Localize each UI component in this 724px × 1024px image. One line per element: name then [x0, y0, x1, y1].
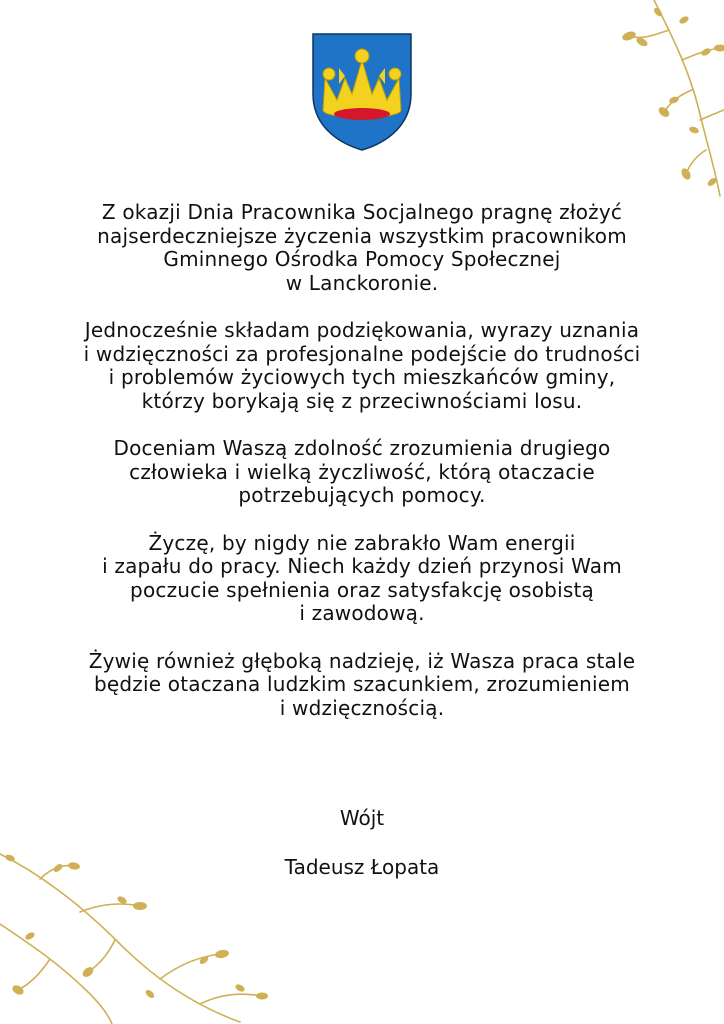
- letter-paragraph: [20, 532, 704, 626]
- letter-line: Z okazji Dnia Pracownika Socjalnego pragnę złożyć: [101, 200, 623, 224]
- letter-line: poczucie spełnienia oraz satysfakcję osobistą: [130, 577, 594, 602]
- letter-line: Życzę, by nigdy nie zabrakło Wam energii: [148, 530, 576, 555]
- letter-line: którzy borykają się z przeciwnościami losu.: [141, 388, 583, 413]
- letter-line: Gminnego Ośrodka Pomocy Społecznej: [163, 247, 561, 271]
- letter-line: w Lanckoronie.: [285, 270, 439, 295]
- letter-paragraph: [20, 650, 704, 721]
- coat-of-arms-crown-icon: [311, 32, 413, 152]
- letter-line: potrzebujących pomocy.: [238, 483, 486, 507]
- letter-body: [20, 201, 704, 744]
- signature-title: Wójt: [339, 806, 385, 830]
- letter-line: Jednocześnie składam podziękowania, wyrazy uznania: [84, 318, 640, 342]
- letter-line: będzie otaczana ludzkim szacunkiem, zrozumieniem: [93, 672, 630, 696]
- letter-line: i wdzięcznością.: [279, 695, 445, 720]
- letter-line: najserdeczniejsze życzenia wszystkim pracownikom: [97, 223, 627, 248]
- letter-paragraph: [20, 437, 704, 508]
- signature-name: Tadeusz Łopata: [284, 855, 440, 879]
- letter-paragraph: [20, 319, 704, 413]
- letter-paragraph: [20, 201, 704, 295]
- letter-line: Żywię również głęboką nadzieję, iż Wasza praca stale: [88, 648, 636, 673]
- letter-line: i wdzięczności za profesjonalne podejście do trudności: [83, 341, 641, 366]
- letter-line: i zapału do pracy. Niech każdy dzień przynosi Wam: [102, 554, 622, 578]
- letter-line: i zawodową.: [299, 601, 425, 625]
- letter-line: i problemów życiowych tych mieszkańców gminy,: [108, 365, 616, 389]
- letter-line: człowieka i wielką życzliwość, którą otaczacie: [129, 459, 595, 484]
- golden-branch-top-icon: [524, 0, 724, 200]
- letter-line: Doceniam Waszą zdolność zrozumienia drugiego: [113, 436, 611, 460]
